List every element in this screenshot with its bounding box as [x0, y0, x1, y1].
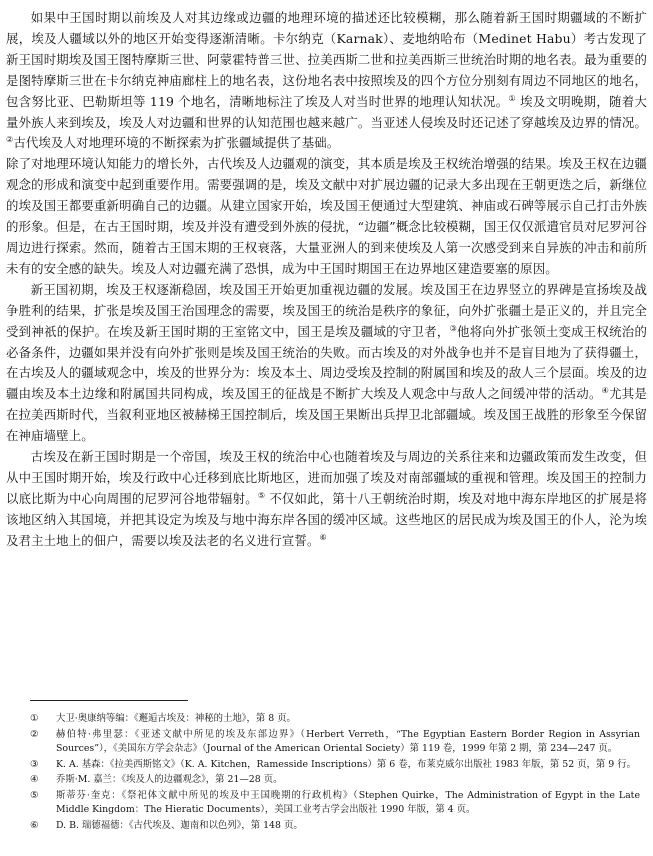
- footnote-number: ⑥: [30, 819, 39, 831]
- footnote-divider: [30, 700, 188, 701]
- page: [6, 8, 647, 552]
- paragraph-text: 除了对地理环境认知能力的增长外，古代埃及人边疆观的演变，其本质是埃及王权统治增强的结果。埃及王权在边疆观念的形成和演变中起到重要作用。需要强调的是，埃及文献中对扩展边疆的记录大多出现在王朝更迭之后，新继位的埃及国王都要重新明确自己的边疆。从建立国家开始，埃及国王便通过大型建筑、神庙或石碑等展示自己打击外族的形象。但是，在古王国时期，埃及并没有遭受到外族的侵扰，“边疆”概念比较模糊，国王仅仅派遣官员对尼罗河谷周边进行探索。然而，随着古王国末期的王权衰落，大量亚洲人的到来使埃及人第一次感受到来自异族的冲击和前所未有的安全感的缺失。埃及人对边疆充满了恐惧，成为中王国时期国王在边界地区建造要塞的原因。: [6, 156, 647, 276]
- footnote-number: ①: [30, 713, 39, 724]
- footnote: [30, 819, 640, 833]
- footnote: [30, 758, 640, 772]
- paragraph: [6, 8, 647, 154]
- footnote-reference: ④: [601, 386, 610, 396]
- paragraph-text: 如果中王国时期以前埃及人对其边缘或边疆的地理环境的描述还比较模糊，那么随着新王国时期疆域的不断扩展，埃及人疆域以外的地区开始变得逐渐清晰。卡尔纳克（Karnak）、麦地纳哈布（Medinet Habu）考古发现了新王国时期埃及国王图特摩斯三世、阿蒙霍特普三世、拉美西斯二世和拉美西斯三世统治时期的地名表。最为重要的是图特摩斯三世在卡尔纳克神庙廊柱上的地名表，这份地名表中按照埃及的四个方位分别刻有周边不同地区的地名，包含努比亚、巴勒斯坦等 119 个地名，清晰地标注了埃及人对当时世界的地理认知状况。: [6, 10, 647, 109]
- paragraph: [6, 154, 647, 279]
- footnote-reference: ③: [449, 323, 458, 333]
- footnote-number: ③: [30, 758, 39, 770]
- footnote-number: ④: [30, 774, 39, 786]
- footnote: [30, 773, 640, 787]
- footnote-text: D. B. 瑞德福德：《古代埃及、迦南和以色列》，第 148 页。: [56, 819, 303, 831]
- footnote-number: ⑤: [30, 789, 39, 801]
- footnote-text: 赫伯特·弗里瑟：《亚述文献中所见的埃及东部边界》（Herbert Verreth，“The Egyptian Eastern Border Region in Assyrian Sources”），《美国东方学会杂志》（Journal of the American Oriental Society）第 119 卷，1999 年第 2 期，第 234—247 页。: [56, 728, 640, 754]
- paragraph-text: 不仅如此，第十八王朝统治时期，埃及对地中海东岸地区的扩展是将该地区纳入其国境，并把其设定为埃及与地中海东岸各国的缓冲区域。这些地区的居民成为埃及国王的仆人，沦为埃及君主土地上的佃户，需要以埃及法老的名义进行宣誓。: [6, 490, 647, 548]
- paragraph-text: 他将向外扩张领土变成王权统治的必备条件，边疆如果并没有向外扩张则是埃及国王统治的失败。而古埃及的对外战争也并不是盲目地为了获得疆土，在古埃及人的疆域观念中，埃及的世界分为：埃及本土、周边受埃及控制的附属国和埃及的敌人三个层面。埃及的边疆由埃及本土边缘和附属国共同构成，埃及国王的征战是不断扩大埃及人观念中与敌人之间缓冲带的活动。: [6, 323, 648, 402]
- footnote: [30, 789, 640, 818]
- paragraph-text: 新王国初期，埃及王权逐渐稳固，埃及国王开始更加重视边疆的发展。埃及国王在边界竖立的界碑是宣扬埃及战争胜利的结果，扩张是埃及国王治国理念的需要，埃及国王的统治是秩序的象征，向外扩张疆土是正义的，并且完全受到神祇的保护。在埃及新王国时期的王室铭文中，国王是埃及疆域的守卫者，: [6, 281, 647, 339]
- paragraph-text: 埃及文明晚期，随着大量外族人来到埃及，埃及人对边疆和世界的认知范围也越来越广。当亚述人侵埃及时还记述了穿越埃及边界的情况。: [6, 93, 647, 130]
- footnote-text: 大卫·奥康纳等编：《邂逅古埃及：神秘的土地》，第 8 页。: [56, 713, 296, 724]
- footnote-number: ②: [30, 728, 39, 740]
- footnotes: [30, 712, 640, 834]
- paragraph: [6, 447, 647, 552]
- footnote-reference: ②: [6, 135, 14, 145]
- paragraph: [6, 280, 647, 447]
- footnote-text: 斯蒂芬·奎克：《祭祀体文献中所见的埃及中王国晚期的行政机构》（Stephen Quirke，The Administration of Egypt in the Late Middle Kingdom：The Hieratic Documents），美国工业考古学会出版社 1990 年版，第 4 页。: [56, 789, 640, 816]
- paragraph-text: 尤其是在拉美西斯时代，当叙利亚地区被赫梯王国控制后，埃及国王果断出兵捍卫北部疆域。埃及国王战胜的形象至今保留在神庙墙壁上。: [6, 386, 647, 444]
- footnote-reference: ①: [508, 93, 516, 103]
- body-text: [6, 8, 647, 552]
- footnote-reference: ⑥: [319, 532, 327, 542]
- footnote: [30, 728, 640, 757]
- paragraph-text: 古代埃及人对地理环境的不断探索为扩张疆域提供了基础。: [13, 135, 340, 151]
- paragraph-text: 古埃及在新王国时期是一个帝国，埃及王权的统治中心也随着埃及与周边的关系往来和边疆政策而发生改变，但从中王国时期开始，埃及行政中心迁移到底比斯地区，进而加强了埃及对南部疆域的重视和管理。埃及国王的控制力以底比斯为中心向周围的尼罗河谷地带辐射。: [6, 449, 647, 506]
- footnote-reference: ⑤: [257, 490, 266, 500]
- footnote-text: 乔斯·M. 嘉兰：《埃及人的边疆观念》，第 21—28 页。: [56, 774, 283, 786]
- footnote: [30, 712, 640, 726]
- footnote-text: K. A. 基森：《拉美西斯铭文》（K. A. Kitchen，Ramesside Inscriptions）第 6 卷，布莱克威尔出版社 1983 年版，第 52 页，第 9 行。: [56, 758, 636, 770]
